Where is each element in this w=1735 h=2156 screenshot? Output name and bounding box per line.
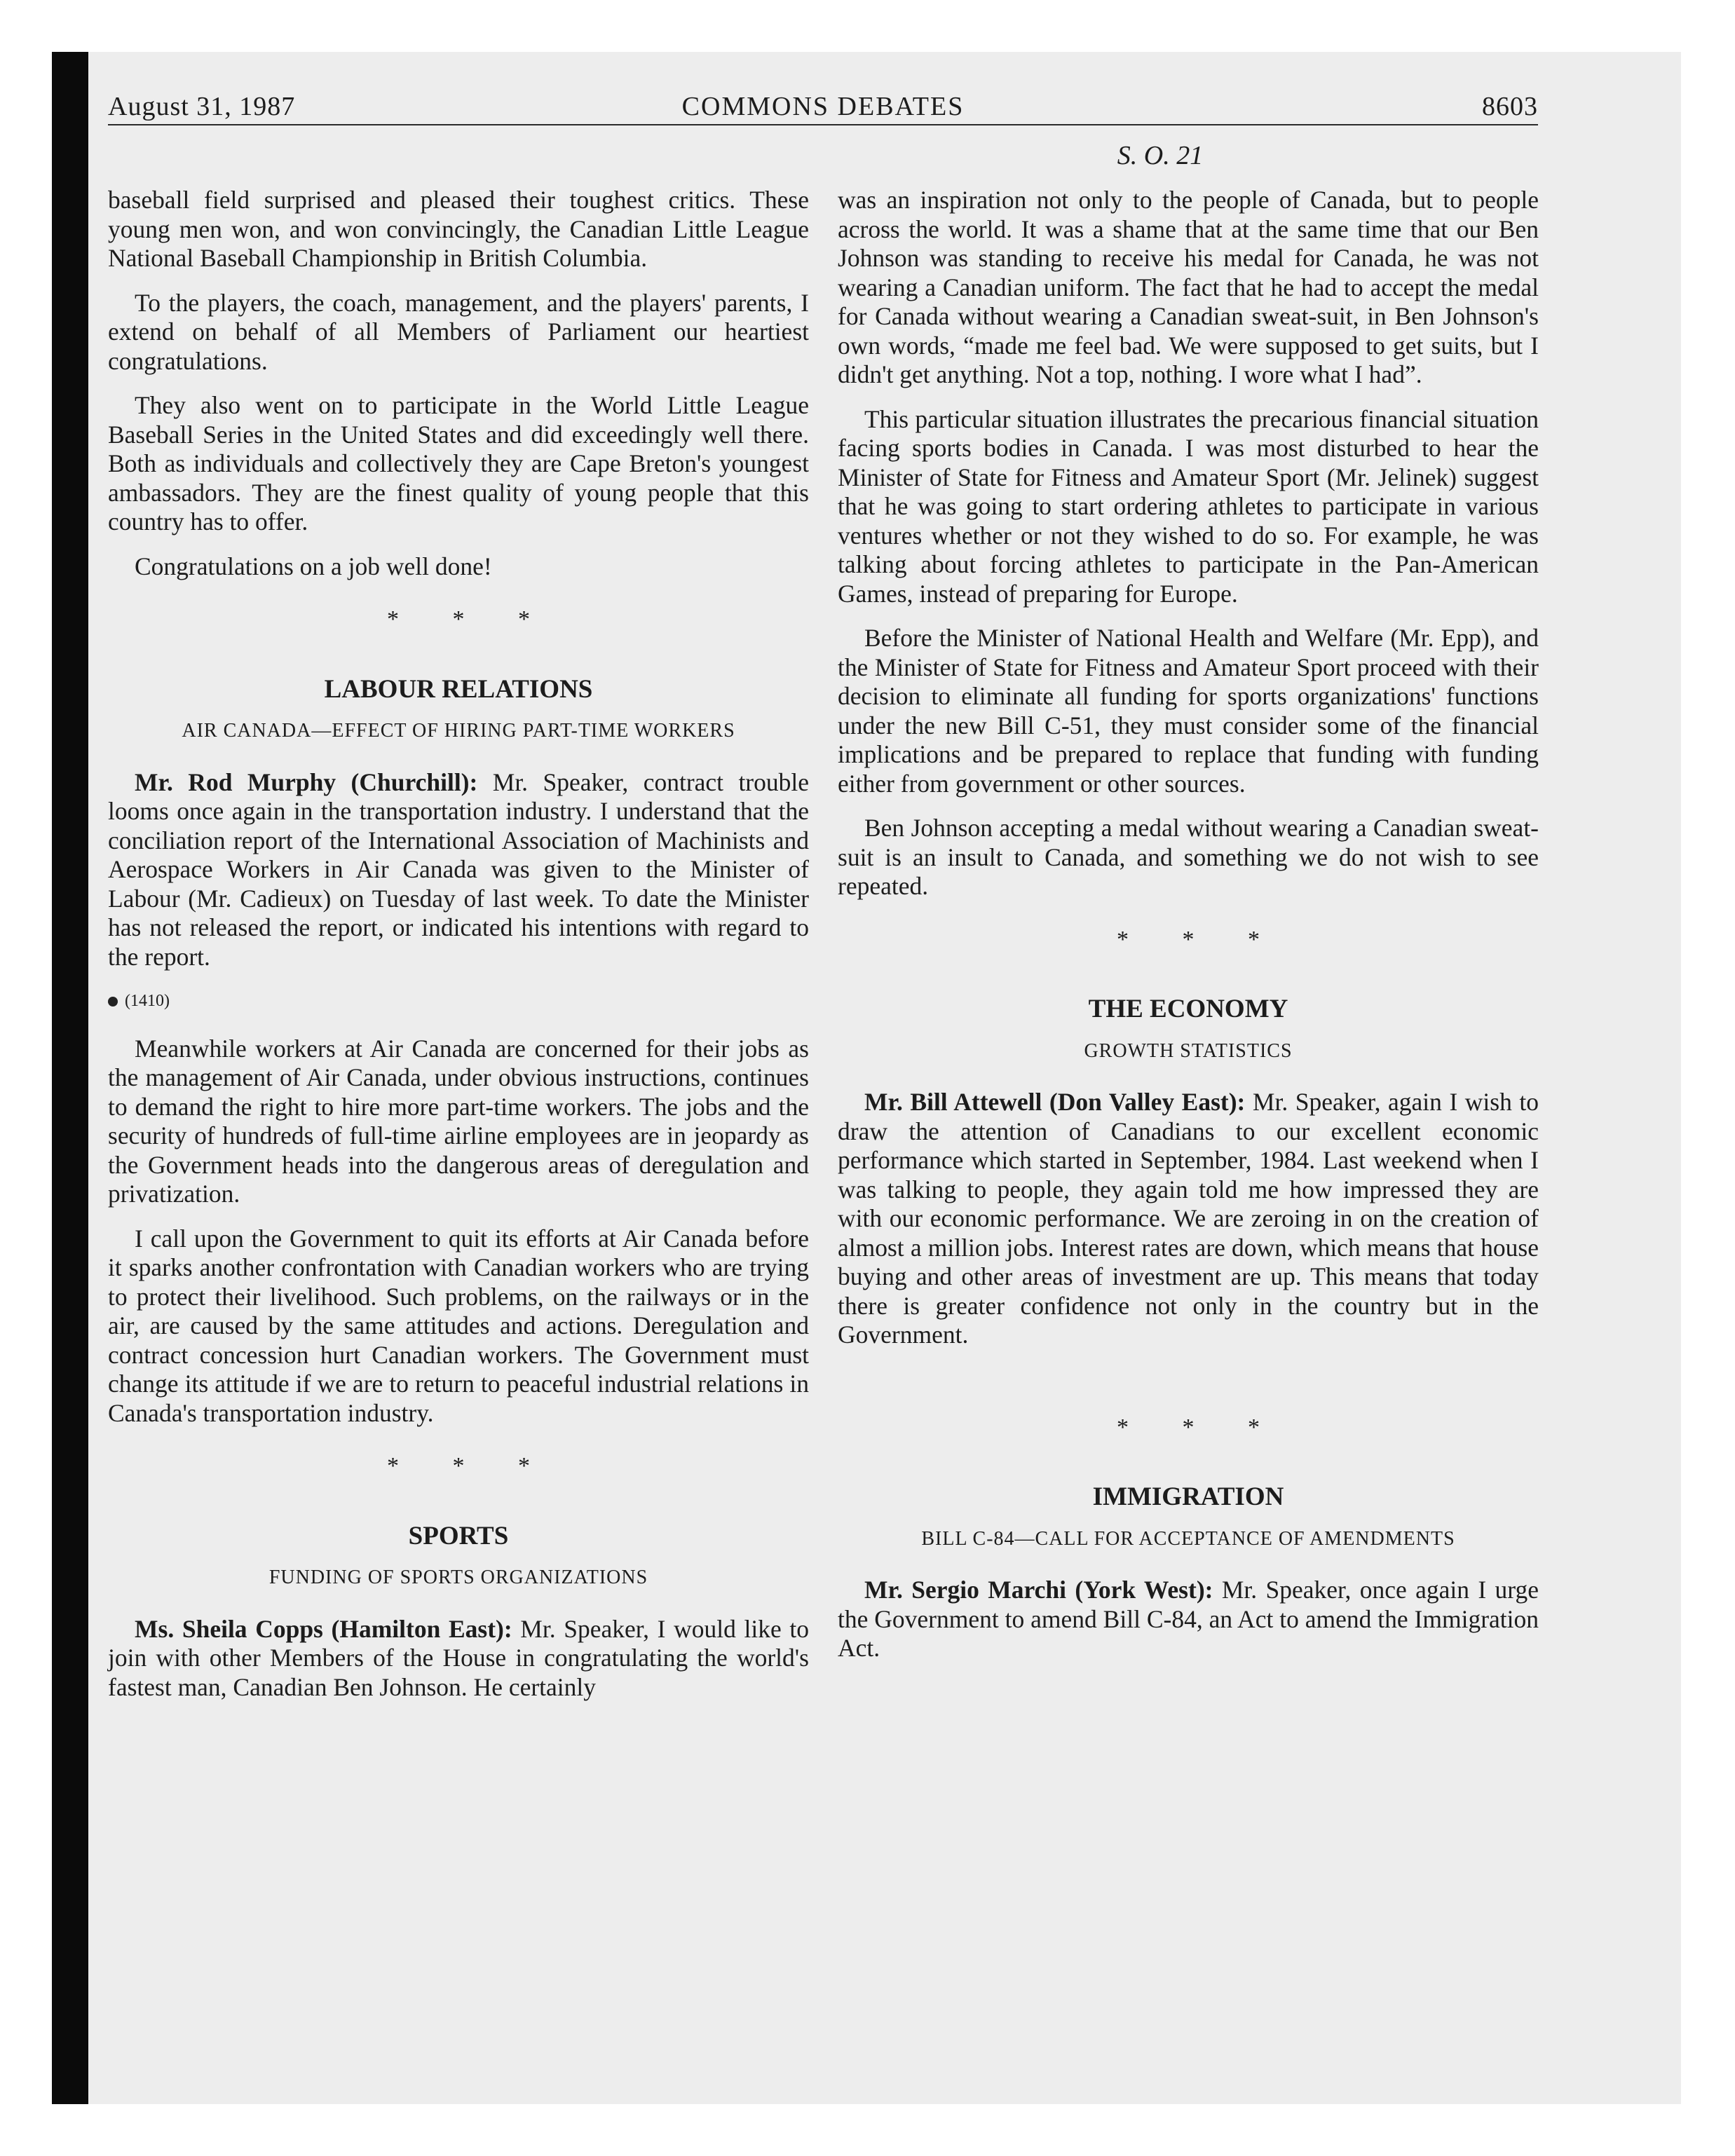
header-title: COMMONS DEBATES <box>681 92 965 121</box>
section-heading: IMMIGRATION <box>1092 1482 1284 1511</box>
speaker-name: Ms. Sheila Copps (Hamilton East): <box>135 1614 512 1643</box>
paragraph: Congratulations on a job well done! <box>135 552 492 580</box>
paragraph: I call upon the Government to quit its efforts at Air Canada before it sparks another confrontation with Canadian workers who are trying to protect their livelihood. Such problems, on the railways or in the air, are caused by the same attitudes and actions. Deregulation and contract concession hurt Canadian workers. The Government must change its attitude if we are to return to peaceful industrial relations in Canada's transportation industry. <box>108 1224 809 1427</box>
speaker-name: Mr. Sergio Marchi (York West): <box>864 1576 1213 1604</box>
time-marker-text: (1410) <box>125 992 170 1010</box>
speech-text: Mr. Speaker, I would like to join with other Members of the House in congratulating the world's fastest man, Canadian Ben Johnson. He certainly <box>108 1614 809 1701</box>
speech-text: Mr. Speaker, once again I urge the Government to amend Bill C-84, an Act to amend the Immigration Act. <box>838 1576 1539 1662</box>
section-separator: * * * <box>387 1453 554 1479</box>
paragraph: Meanwhile workers at Air Canada are concerned for their jobs as the management of Air Canada, under obvious instructions, continues to demand the right to hire more part-time workers. The jobs and the security of hundreds of full-time airline employees are in jeopardy as the Government heads into the dangerous areas of deregulation and privatization. <box>108 1034 809 1208</box>
header-page-number: 8603 <box>1482 92 1538 121</box>
speech-text: Mr. Speaker, again I wish to draw the attention of Canadians to our excellent economic performance which started in September, 1984. Last weekend when I was talking to people, they again told me how impressed they are with our economic performance. We are zeroing in on the creation of almost a million jobs. Interest rates are down, which means that house buying and other areas of investment are up. This means that today there is greater confidence not only in the country but in the Government. <box>838 1088 1539 1349</box>
section-subheading: BILL C-84—CALL FOR ACCEPTANCE OF AMENDMENTS <box>921 1527 1455 1550</box>
left-column <box>108 186 809 1717</box>
speech-paragraph <box>108 1615 809 1703</box>
speech-paragraph <box>108 768 809 972</box>
speaker-name: Mr. Rod Murphy (Churchill): <box>135 767 478 796</box>
section-heading: LABOUR RELATIONS <box>324 674 593 704</box>
section-heading: THE ECONOMY <box>1088 995 1288 1023</box>
paragraph: Before the Minister of National Health and Welfare (Mr. Epp), and the Minister of State for Fitness and Amateur Sport proceed with their decision to eliminate all funding for sports organizations' functions under the new Bill C-51, they must consider some of the financial implications and be prepared to replace that funding with funding either from government or other sources. <box>838 624 1539 798</box>
header-rule <box>108 124 1538 125</box>
section-subheading: FUNDING OF SPORTS ORGANIZATIONS <box>268 1567 648 1588</box>
speech-paragraph <box>838 1088 1539 1350</box>
section-separator: * * * <box>387 606 554 632</box>
speech-text: Mr. Speaker, contract trouble looms once again in the transportation industry. I understand that the conciliation report of the International Association of Machinists and Aerospace Workers in Air Canada was given to the Minister of Labour (Mr. Cadieux) on Tuesday of last week. To date the Minister has not released the report, or indicated his intentions with regard to the report. <box>108 767 809 971</box>
paragraph: baseball field surprised and pleased their toughest critics. These young men won, and won convincingly, the Canadian Little League National Baseball Championship in British Columbia. <box>108 186 809 272</box>
paragraph: was an inspiration not only to the people of Canada, but to people across the world. It was a shame that at the same time that our Ben Johnson was standing to receive his medal for Canada, he was not wearing a Canadian uniform. The fact that he had to accept the medal for Canada without wearing a Canadian sweat-suit, in Ben Johnson's own words, “made me feel bad. We were supposed to get suits, but I didn't get anything. Not a top, nothing. I wore what I had”. <box>838 186 1539 388</box>
paragraph: Ben Johnson accepting a medal without wearing a Canadian sweat-suit is an insult to Canada, and something we do not wish to see repeated. <box>838 814 1539 900</box>
section-heading: SPORTS <box>408 1521 509 1550</box>
scan-edge-shadow <box>52 52 88 2104</box>
section-note: S. O. 21 <box>1117 141 1204 170</box>
section-separator: * * * <box>1117 926 1284 953</box>
paragraph: They also went on to participate in the World Little League Baseball Series in the United States and did exceedingly well there. Both as individuals and collectively they are Cape Breton's youngest ambassadors. They are the finest quality of young people that this country has to offer. <box>108 391 809 535</box>
right-column <box>838 186 1539 1679</box>
section-subheading: AIR CANADA—EFFECT OF HIRING PART-TIME WORKERS <box>182 720 735 742</box>
page-header <box>108 91 1538 133</box>
bullet-icon <box>108 997 118 1007</box>
section-subheading: GROWTH STATISTICS <box>1084 1039 1293 1062</box>
paragraph: This particular situation illustrates the precarious financial situation facing sports bodies in Canada. I was most disturbed to hear the Minister of State for Fitness and Amateur Sport (Mr. Jelinek) suggest that he was going to start ordering athletes to participate in various ventures whether or not they wished to do so. For example, he was talking about forcing athletes to participate in the Pan-American Games, instead of preparing for Europe. <box>838 404 1539 608</box>
speaker-name: Mr. Bill Attewell (Don Valley East): <box>864 1088 1246 1116</box>
header-date: August 31, 1987 <box>108 92 296 121</box>
speech-paragraph <box>838 1576 1539 1663</box>
paragraph: To the players, the coach, management, and the players' parents, I extend on behalf of all Members of Parliament our heartiest congratulations. <box>108 288 809 375</box>
section-separator: * * * <box>1117 1414 1284 1440</box>
time-marker <box>108 987 809 1016</box>
